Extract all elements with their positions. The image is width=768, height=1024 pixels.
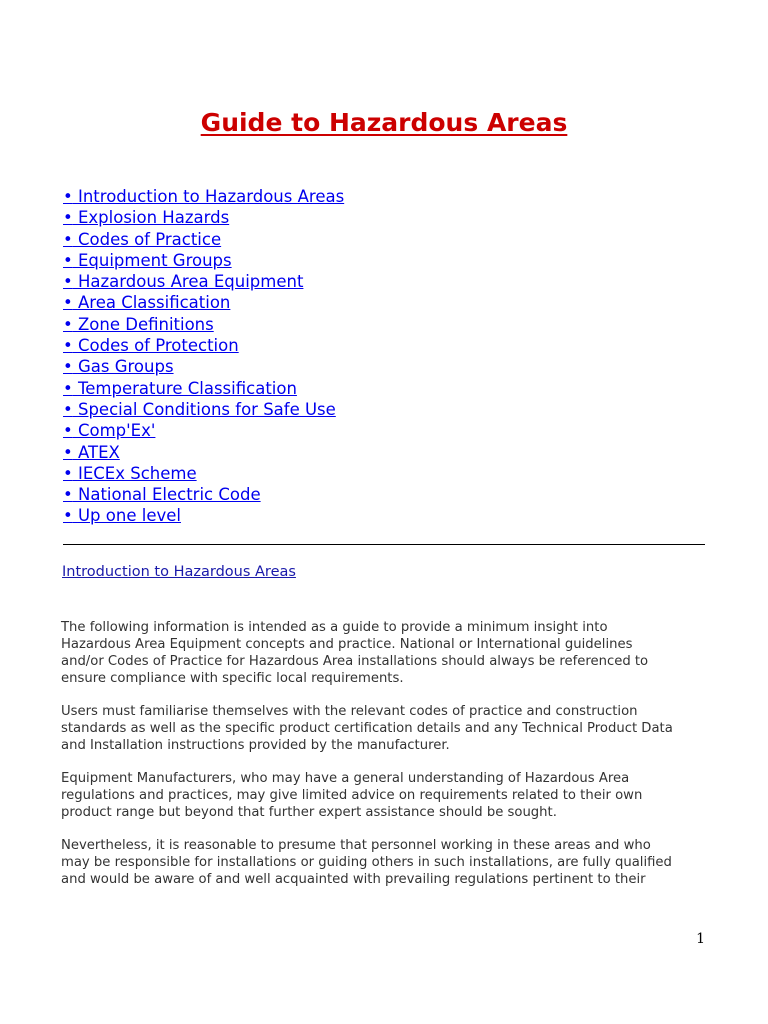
bullet: • [63,357,73,377]
toc-link-label: Introduction to Hazardous Areas [77,187,345,206]
bullet: • [63,229,73,249]
section-heading-link[interactable]: Introduction to Hazardous Areas [62,564,296,580]
toc-link-codes-of-protection[interactable] [63,336,239,355]
toc-link-label: Gas Groups [77,357,174,377]
bullet: • [63,463,73,483]
toc-link-explosion-hazards[interactable] [63,208,229,227]
text-line: and Installation instructions provided by the manufacturer. [61,738,450,753]
toc-link-label: Codes of Practice [77,229,222,249]
text-line: regulations and practices, may give limited advice on requirements related to their own [61,788,643,803]
toc-item [63,292,344,313]
toc-link-up-one-level[interactable] [63,506,181,525]
text-line: The following information is intended as a guide to provide a minimum insight into [61,620,608,635]
paragraph [61,619,721,687]
toc-link-national-electric-code[interactable] [63,485,261,504]
toc-item [63,250,344,271]
toc-item [63,271,344,292]
toc-item [63,229,344,250]
toc-link-label: Area Classification [77,293,231,313]
bullet: • [63,506,73,526]
toc-item [63,186,344,207]
bullet: • [63,272,73,292]
toc-link-introduction[interactable] [63,187,344,206]
text-line: standards as well as the specific product certification details and any Technical Product Data [61,721,673,736]
toc-item [63,207,344,228]
text-line: and would be aware of and well acquainted with prevailing regulations pertinent to their [61,872,646,887]
toc-item [63,335,344,356]
toc-item [63,420,344,441]
bullet: • [63,485,73,505]
paragraph [61,703,721,754]
toc-link-hazardous-area-equipment[interactable] [63,272,303,291]
toc-link-label: Hazardous Area Equipment [77,272,304,292]
toc-item [63,484,344,505]
toc-link-label: Equipment Groups [77,250,232,270]
toc-link-label: Zone Definitions [77,314,214,334]
toc-link-label: IECEx Scheme [77,463,197,483]
toc-link-iecex-scheme[interactable] [63,464,197,483]
toc-link-label: Special Conditions for Safe Use [77,399,336,419]
toc-link-temperature-classification[interactable] [63,379,297,398]
toc-link-label: ATEX [77,442,120,462]
toc-link-special-conditions[interactable] [63,400,336,419]
text-line: may be responsible for installations or guiding others in such installations, are fully qualified [61,855,672,870]
horizontal-rule [63,544,705,545]
toc-item [63,356,344,377]
toc-link-label: Up one level [77,506,181,526]
toc-link-gas-groups[interactable] [63,357,174,376]
toc-item [63,463,344,484]
toc-item [63,442,344,463]
toc-link-atex[interactable] [63,443,120,462]
toc-link-codes-of-practice[interactable] [63,230,221,249]
bullet: • [63,378,73,398]
text-line: Hazardous Area Equipment concepts and practice. National or International guidelines [61,637,633,652]
bullet: • [63,208,73,228]
paragraph [61,770,721,821]
toc-item [63,378,344,399]
text-line: Equipment Manufacturers, who may have a general understanding of Hazardous Area [61,771,630,786]
toc-link-equipment-groups[interactable] [63,251,232,270]
toc-link-zone-definitions[interactable] [63,315,214,334]
bullet: • [63,336,73,356]
toc-link-label: Codes of Protection [77,336,239,356]
bullet: • [63,442,73,462]
toc-link-area-classification[interactable] [63,293,230,312]
page-title: Guide to Hazardous Areas [200,108,568,137]
paragraph [61,837,721,888]
toc-item [63,399,344,420]
toc-link-label: National Electric Code [77,485,261,505]
text-line: ensure compliance with specific local requirements. [61,671,404,686]
bullet: • [63,421,73,441]
text-line: and/or Codes of Practice for Hazardous Area installations should always be referenced to [61,654,649,669]
toc-link-label: Comp'Ex' [77,421,156,441]
text-line: Users must familiarise themselves with the relevant codes of practice and construction [61,704,638,719]
text-line: product range but beyond that further expert assistance should be sought. [61,805,557,820]
bullet: • [63,399,73,419]
toc-link-compex[interactable] [63,421,155,440]
bullet: • [63,314,73,334]
text-line: Nevertheless, it is reasonable to presume that personnel working in these areas and who [61,838,651,853]
toc-link-label: Temperature Classification [77,378,297,398]
toc-item [63,505,344,526]
table-of-contents [63,186,344,527]
section-heading [62,564,296,580]
page-number: 1 [696,931,705,947]
bullet: • [63,293,73,313]
bullet: • [63,187,73,206]
toc-item [63,314,344,335]
toc-link-label: Explosion Hazards [77,208,230,228]
bullet: • [63,250,73,270]
